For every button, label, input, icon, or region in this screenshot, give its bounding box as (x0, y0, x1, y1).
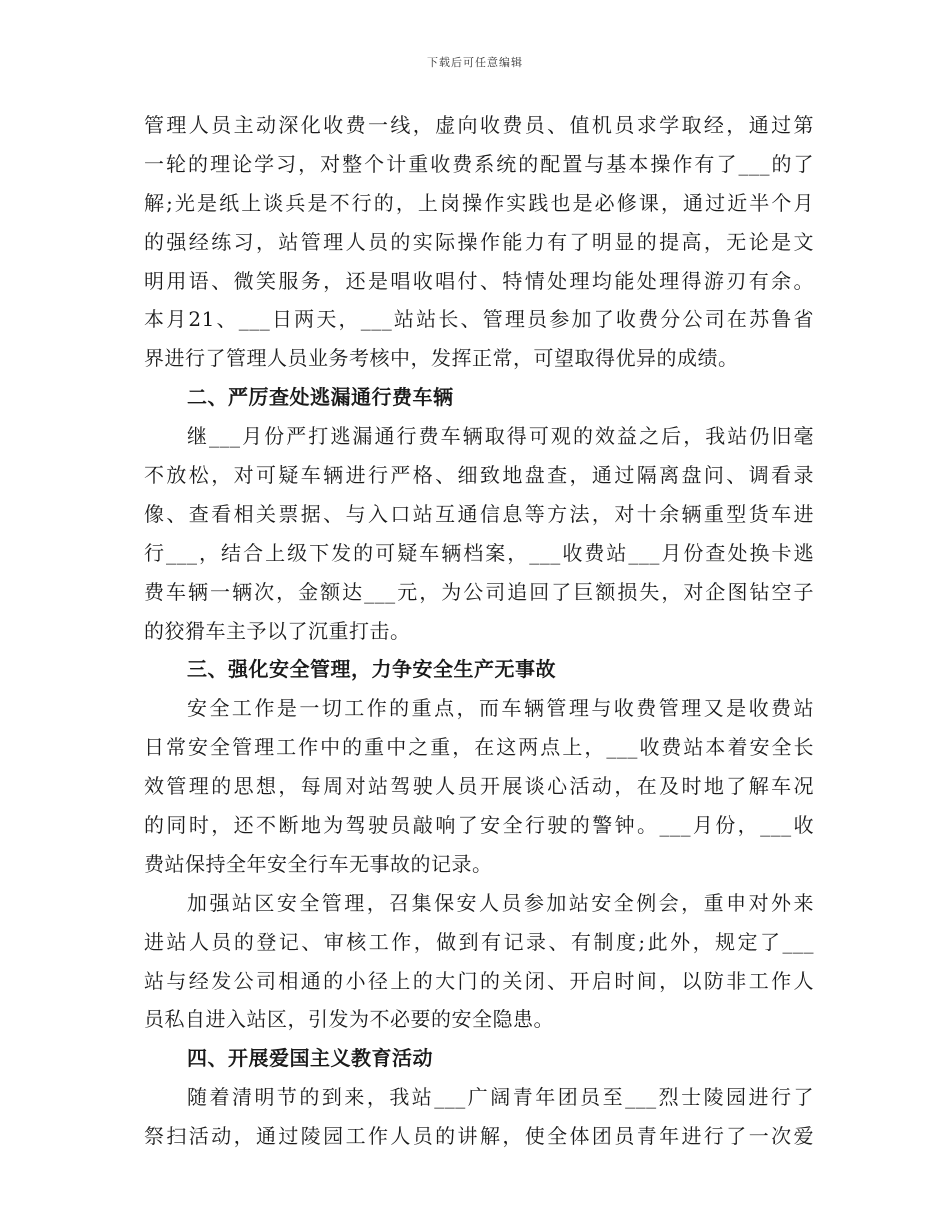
text-line: 费站保持全年安全行车无事故的记录。 (144, 851, 493, 876)
section-heading: 四、开展爱国主义教育活动 (187, 1046, 433, 1071)
text-line: 效管理的思想，每周对站驾驶人员开展谈心活动，在及时地了解车况 (144, 774, 814, 799)
text-line: 行___，结合上级下发的可疑车辆档案，___收费站___月份查处换卡逃 (144, 540, 814, 565)
text-line: 的狡猾车主予以了沉重打击。 (144, 618, 411, 643)
text-line: 一轮的理论学习，对整个计重收费系统的配置与基本操作有了___的了 (144, 151, 814, 176)
paragraph-first-line: 随着清明节的到来，我站___广阔青年团员至___烈士陵园进行了 (187, 1085, 814, 1110)
text-line: 像、查看相关票据、与入口站互通信息等方法，对十余辆重型货车进 (144, 501, 814, 526)
text-line: 日常安全管理工作中的重中之重，在这两点上，___收费站本着安全长 (144, 735, 814, 760)
text-line: 管理人员主动深化收费一线，虚向收费员、值机员求学取经，通过第 (144, 113, 814, 137)
text-line: 费车辆一辆次，金额达___元，为公司追回了巨额损失，对企图钻空子 (144, 579, 814, 604)
section-heading: 三、强化安全管理，力争安全生产无事故 (187, 657, 556, 682)
text-line: 明用语、微笑服务，还是唱收唱付、特情处理均能处理得游刃有余。 (144, 268, 814, 293)
text-line: 祭扫活动，通过陵园工作人员的讲解，使全体团员青年进行了一次爱 (144, 1124, 814, 1149)
text-line: 界进行了管理人员业务考核中，发挥正常，可望取得优异的成绩。 (144, 346, 739, 371)
page-header-note: 下载后可任意编辑 (427, 56, 523, 69)
document-body (144, 106, 814, 1156)
paragraph-first-line: 加强站区安全管理，召集保安人员参加站安全例会，重申对外来 (187, 890, 814, 915)
paragraph-first-line: 继___月份严打逃漏通行费车辆取得可观的效益之后，我站仍旧毫 (187, 424, 814, 449)
text-line: 进站人员的登记、审核工作，做到有记录、有制度;此外，规定了___ (144, 929, 814, 954)
paragraph-first-line: 安全工作是一切工作的重点，而车辆管理与收费管理又是收费站 (187, 696, 814, 721)
text-line: 站与经发公司相通的小径上的大门的关闭、开启时间，以防非工作人 (144, 968, 814, 993)
text-line: 的强经练习，站管理人员的实际操作能力有了明显的提高，无论是文 (144, 229, 814, 254)
text-line: 不放松，对可疑车辆进行严格、细致地盘查，通过隔离盘问、调看录 (144, 463, 814, 488)
text-line: 员私自进入站区，引发为不必要的安全隐患。 (144, 1007, 554, 1032)
text-line: 的同时，还不断地为驾驶员敲响了安全行驶的警钟。___月份，___收 (144, 813, 814, 838)
text-line: 本月21、___日两天，___站站长、管理员参加了收费分公司在苏鲁省 (144, 307, 814, 332)
section-heading: 二、严厉查处逃漏通行费车辆 (187, 385, 454, 410)
text-line: 解;光是纸上谈兵是不行的，上岗操作实践也是必修课，通过近半个月 (144, 190, 814, 215)
